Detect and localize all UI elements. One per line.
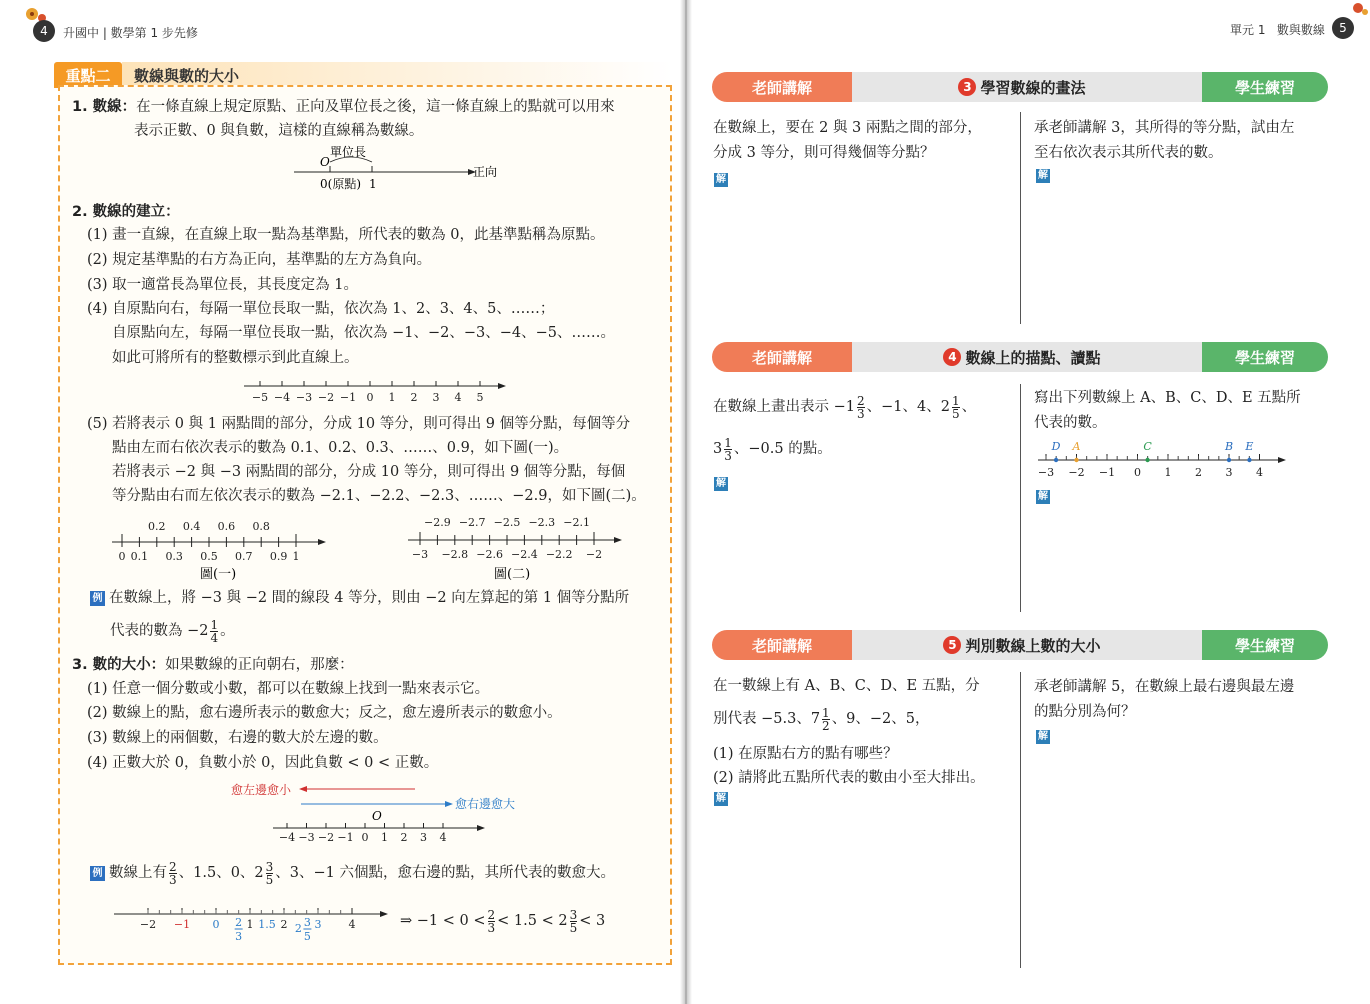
tick-label-bottom: −2.4 — [511, 548, 538, 561]
student-practice-tab: 學生練習 — [1202, 342, 1328, 372]
point-label: D — [1051, 440, 1061, 453]
fraction-denominator: 3 — [724, 448, 732, 463]
result-part-a: ⇒ −1 < 0 < — [400, 913, 486, 929]
result-part-b: < 1.5 < 2 — [497, 913, 568, 929]
teacher-explain-tab: 老師講解 — [712, 342, 852, 372]
tick-label: −2 — [1068, 466, 1085, 479]
fraction-denominator: 3 — [487, 920, 496, 935]
q4-practice-line-1: 寫出下列數線上 A、B、C、D、E 五點所 — [1034, 390, 1301, 406]
tick-label: 1 — [246, 918, 254, 931]
tick-label: −1 — [337, 831, 354, 844]
q5-text-a: 別代表 −5.3、7 — [713, 711, 821, 727]
lesson-number-badge: 5 — [943, 636, 961, 654]
tick-label: 2 — [280, 918, 288, 931]
section-bar-3 — [712, 72, 1328, 102]
tick-label: −1 — [1098, 466, 1116, 479]
solution-badge: 解 — [716, 478, 726, 489]
q4-text-d: 、−0.5 的點。 — [733, 441, 832, 457]
fraction-numerator: 2 — [487, 907, 496, 922]
example-2-text-b: 、1.5、0、2 — [178, 865, 264, 881]
step-5-c: 若將表示 −2 與 −3 兩點間的部分，分成 10 等分，則可得出 9 個等分點，每個 — [112, 464, 626, 480]
tick-label-bottom: 0.3 — [165, 550, 183, 563]
example-1-answer: 代表的數為 −2 — [110, 623, 209, 639]
tick-label-top: −2.3 — [528, 516, 556, 529]
q5-line-2 — [713, 704, 930, 734]
student-practice-tab: 學生練習 — [1202, 72, 1328, 102]
bar-3-title-text: 學習數線的畫法 — [980, 78, 1086, 97]
bar-5-title-text: 判別數線上數的大小 — [965, 636, 1101, 655]
right-running-header — [1230, 21, 1325, 38]
tick-label: 3 — [432, 391, 440, 404]
bar-3-title — [832, 72, 1212, 102]
tick-label: −4 — [273, 391, 291, 404]
origin-o-label-2: O — [372, 809, 382, 823]
point-1-heading: 1. 數線： — [72, 99, 137, 115]
fraction-label-denominator: 3 — [235, 930, 243, 943]
point-marker — [1074, 458, 1078, 462]
point-3-heading: 3. 數的大小： — [72, 657, 166, 673]
tick-label: 1 — [1164, 466, 1172, 479]
solution-badge: 解 — [716, 793, 726, 804]
tick-label: 3 — [314, 918, 322, 931]
step-4-a: (4) 自原點向右，每隔一單位長取一點，依次為 1、2、3、4、5、……； — [87, 301, 555, 317]
lesson-number-badge: 4 — [943, 348, 961, 366]
q3-practice-line-2: 至右依次表示其所代表的數。 — [1034, 145, 1223, 161]
ordering-result — [400, 906, 605, 936]
fraction-label-numerator: 3 — [303, 916, 311, 929]
point-marker — [1227, 458, 1231, 462]
one-label: 1 — [369, 177, 377, 191]
fraction-numerator: 2 — [169, 859, 177, 874]
example-1-text: 在數線上，將 −3 與 −2 間的線段 4 等分，則由 −2 向左算起的第 1 個等分點所 — [109, 590, 630, 606]
tick-label: 4 — [348, 918, 356, 931]
step-3: (3) 取一適當長為單位長，其長度定為 1。 — [87, 277, 358, 293]
fraction-numerator: 1 — [210, 617, 219, 632]
tick-label-top: −2.1 — [563, 516, 590, 529]
example-badge: 例 — [90, 866, 105, 881]
tick-label: 3 — [420, 831, 427, 844]
step-4-c: 如此可將所有的整數標示到此直線上。 — [112, 350, 359, 366]
fraction-denominator: 5 — [569, 920, 578, 935]
rule-2: (2) 數線上的點，愈右邊所表示的數愈大；反之，愈左邊所表示的數愈小。 — [87, 705, 562, 721]
flower-decoration-icon — [1348, 0, 1370, 20]
section-bar-5 — [712, 630, 1328, 660]
tick-label-bottom: 0.9 — [269, 550, 288, 563]
q5-sub-1: (1) 在原點右方的點有哪些？ — [713, 746, 898, 762]
example-2-line — [90, 858, 615, 888]
right-larger-label: 愈右邊愈大 — [455, 797, 516, 811]
result-part-c: < 3 — [579, 913, 606, 929]
point-label: B — [1224, 440, 1234, 453]
q5-line-1: 在一數線上有 A、B、C、D、E 五點，分 — [713, 678, 980, 694]
q4-text-a: 在數線上畫出表示 −1 — [713, 399, 855, 415]
solution-badge: 解 — [716, 174, 726, 185]
tick-label-top: 0.4 — [182, 520, 201, 533]
tick-label-top: −2.9 — [424, 516, 451, 529]
tick-label-bottom: −2.2 — [545, 548, 573, 561]
tick-label: −5 — [251, 391, 269, 404]
tick-label: 4 — [454, 391, 462, 404]
section-bar-4 — [712, 342, 1328, 372]
example-1-line-1 — [90, 588, 629, 608]
fraction-numerator: 1 — [951, 393, 960, 408]
tick-label-bottom: 0.5 — [200, 550, 218, 563]
tick-label: −3 — [1037, 466, 1055, 479]
bar-4-title — [832, 342, 1212, 372]
example-2-text-c: 、3、−1 六個點，愈右邊的點，其所代表的數愈大。 — [275, 865, 616, 881]
tick-label-top: 0.8 — [252, 520, 270, 533]
tick-label: 5 — [476, 391, 484, 404]
book-spine — [680, 0, 692, 1004]
left-smaller-label: 愈左邊愈小 — [231, 783, 292, 797]
point-marker — [1145, 458, 1149, 462]
teacher-explain-tab: 老師講解 — [712, 630, 852, 660]
tick-label: 0 — [212, 918, 220, 931]
unit-label: 單元 1 — [1230, 23, 1266, 37]
point-3 — [72, 655, 354, 675]
tick-label-bottom: 0.7 — [235, 550, 253, 563]
point-marker — [1247, 458, 1251, 462]
step-4-b: 自原點向左，每隔一單位長取一點，依次為 −1、−2、−3、−4、−5、……。 — [112, 325, 615, 341]
fraction-label-denominator: 5 — [303, 930, 311, 943]
tick-label: 0 — [361, 831, 369, 844]
tick-label: −1 — [339, 391, 357, 404]
tick-label: 1 — [381, 831, 388, 844]
point-3-intro: 如果數線的正向朝右，那麼： — [165, 657, 354, 673]
tick-label: −2 — [139, 918, 157, 931]
origin-label: 0(原點) — [320, 177, 361, 191]
right-page-number: 5 — [1332, 17, 1354, 39]
fraction-three-fifths — [266, 861, 274, 886]
solution-badge: 解 — [1038, 170, 1048, 181]
fraction-numerator: 3 — [265, 859, 274, 874]
q4-text-b: 、−1、4、2 — [866, 399, 950, 415]
tick-label: 3 — [1225, 466, 1233, 479]
section-tag: 重點二 — [54, 62, 122, 88]
step-2: (2) 規定基準點的右方為正向，基準點的左方為負向。 — [87, 252, 432, 268]
tick-label-top: 0.6 — [217, 520, 236, 533]
fraction-one-fifth — [952, 395, 960, 420]
mixed-whole-label: 2 — [294, 922, 302, 935]
tick-label-bottom: 0.1 — [130, 550, 149, 563]
tick-label: −1 — [173, 918, 191, 931]
q3-line-2: 分成 3 等分，則可得幾個等分點？ — [713, 145, 935, 161]
tick-label: −2 — [317, 391, 335, 404]
rule-1: (1) 任意一個分數或小數，都可以在數線上找到一點來表示它。 — [87, 681, 490, 697]
q5-practice-line-2: 的點分別為何？ — [1034, 704, 1136, 720]
points-number-line — [1034, 438, 1294, 482]
tick-label-bottom: 0 — [118, 550, 126, 563]
step-1: (1) 畫一直線，在直線上取一點為基準點，所代表的數為 0，此基準點稱為原點。 — [87, 227, 605, 243]
solution-badge: 解 — [1038, 491, 1048, 502]
bar-5-title — [832, 630, 1212, 660]
fraction-denominator: 2 — [822, 718, 830, 733]
tick-label: 4 — [1256, 466, 1263, 479]
q5-text-b: 、9、−2、5， — [831, 711, 930, 727]
fraction-label-numerator: 2 — [235, 916, 243, 929]
tick-label-bottom: 1 — [292, 550, 300, 563]
tick-label: −2 — [317, 831, 335, 844]
bar-4-title-text: 數線上的描點、讀點 — [965, 348, 1101, 367]
q3-practice-line-1: 承老師講解 3，其所得的等分點，試由左 — [1034, 120, 1295, 136]
integer-number-line — [240, 376, 510, 408]
fraction-numerator: 3 — [569, 907, 578, 922]
fraction-denominator: 4 — [210, 630, 219, 645]
tick-label: −3 — [295, 391, 313, 404]
step-5-b: 點由左而右依次表示的數為 0.1、0.2、0.3、……、0.9，如下圖(一)。 — [112, 440, 569, 456]
section-title: 數線與數的大小 — [134, 67, 240, 85]
tick-label: 0 — [366, 391, 374, 404]
example-2-text-a: 數線上有 — [109, 865, 167, 881]
fraction-two-thirds — [169, 861, 177, 886]
origin-o-label: O — [320, 155, 330, 169]
example-1-line-2 — [110, 617, 235, 645]
left-running-header: 升國中 | 數學第 1 步先修 — [63, 26, 198, 40]
tick-label: 2 — [410, 391, 418, 404]
positive-direction-label: 正向 — [473, 165, 498, 179]
figure-1-decimal-line — [108, 516, 333, 584]
figure-2-decimal-line — [404, 512, 629, 584]
point-label: E — [1245, 440, 1254, 453]
fraction-denominator: 5 — [951, 406, 960, 421]
tick-label-bottom: −2 — [585, 548, 603, 561]
tick-label: 1 — [388, 391, 396, 404]
number-line-definition-figure — [290, 144, 520, 196]
tick-label: 2 — [400, 831, 408, 844]
unit-title: 數與數線 — [1276, 23, 1325, 37]
q4-practice-line-2: 代表的數。 — [1034, 415, 1107, 431]
fraction-one-half — [822, 707, 830, 732]
column-divider — [1020, 672, 1021, 968]
tick-label: 1.5 — [258, 918, 276, 931]
fraction-denominator: 3 — [856, 406, 865, 421]
q5-sub-2: (2) 請將此五點所代表的數由小至大排出。 — [713, 770, 985, 786]
column-divider — [1020, 384, 1021, 612]
solution-badge: 解 — [1038, 731, 1048, 742]
lesson-number-badge: 3 — [958, 78, 976, 96]
tick-label-bottom: −3 — [411, 548, 429, 561]
column-divider — [1020, 112, 1021, 324]
point-1 — [72, 97, 615, 117]
fraction-denominator: 5 — [265, 872, 274, 887]
example-1-tail: 。 — [220, 623, 235, 639]
fraction-one-quarter — [210, 619, 218, 644]
ordering-number-line — [110, 900, 400, 950]
q3-line-1: 在數線上，要在 2 與 3 兩點之間的部分， — [713, 120, 982, 136]
tick-label: 0 — [1134, 466, 1141, 479]
tick-label-top: 0.2 — [148, 520, 166, 533]
teacher-explain-tab: 老師講解 — [712, 72, 852, 102]
fraction-two-thirds — [488, 909, 496, 934]
q4-text-c: 、 — [961, 399, 977, 415]
fraction-denominator: 3 — [169, 872, 177, 887]
fraction-numerator: 1 — [724, 435, 732, 450]
tick-label: −3 — [298, 831, 315, 844]
point-1-line-1: 在一條直線上規定原點、正向及單位長之後，這一條直線上的點就可以用來 — [136, 99, 615, 115]
point-label: C — [1143, 440, 1152, 453]
point-1-line-2: 表示正數、0 與負數，這樣的直線稱為數線。 — [134, 123, 424, 139]
left-page-number: 4 — [33, 20, 55, 42]
q4-line-2 — [713, 434, 832, 464]
tick-label-bottom: −2.8 — [441, 548, 469, 561]
figure-2-caption: 圖(二) — [494, 567, 531, 582]
tick-label-top: −2.5 — [493, 516, 521, 529]
point-2-heading: 2. 數線的建立： — [72, 204, 180, 220]
rule-3: (3) 數線上的兩個數，右邊的數大於左邊的數。 — [87, 730, 388, 746]
q5-practice-line-1: 承老師講解 5，在數線上最右邊與最左邊 — [1034, 679, 1295, 695]
size-comparison-figure — [225, 778, 535, 848]
student-practice-tab: 學生練習 — [1202, 630, 1328, 660]
fraction-numerator: 2 — [856, 393, 865, 408]
tick-label: 4 — [439, 831, 447, 844]
tick-label: 2 — [1195, 466, 1202, 479]
fraction-three-fifths — [570, 909, 578, 934]
rule-4: (4) 正數大於 0，負數小於 0，因此負數 < 0 < 正數。 — [87, 755, 439, 771]
tick-label: −4 — [278, 831, 296, 844]
tick-label-bottom: −2.6 — [476, 548, 503, 561]
figure-1-caption: 圖(一) — [200, 567, 237, 582]
step-5-a: (5) 若將表示 0 與 1 兩點間的部分，分成 10 等分，則可得出 9 個等分點，每個等分 — [87, 416, 631, 432]
fraction-numerator: 1 — [822, 705, 830, 720]
point-marker — [1054, 458, 1058, 462]
q4-line-1 — [713, 392, 976, 422]
example-badge: 例 — [90, 591, 105, 606]
unit-length-label: 單位長 — [330, 145, 367, 159]
tick-label-top: −2.7 — [458, 516, 486, 529]
q4-whole: 3 — [713, 441, 723, 457]
fraction-one-third — [724, 437, 732, 462]
step-5-d: 等分點由右而左依次表示的數為 −2.1、−2.2、−2.3、……、−2.9，如下圖(二)。 — [112, 488, 646, 504]
fraction-two-thirds — [857, 395, 865, 420]
point-label: A — [1072, 440, 1081, 453]
